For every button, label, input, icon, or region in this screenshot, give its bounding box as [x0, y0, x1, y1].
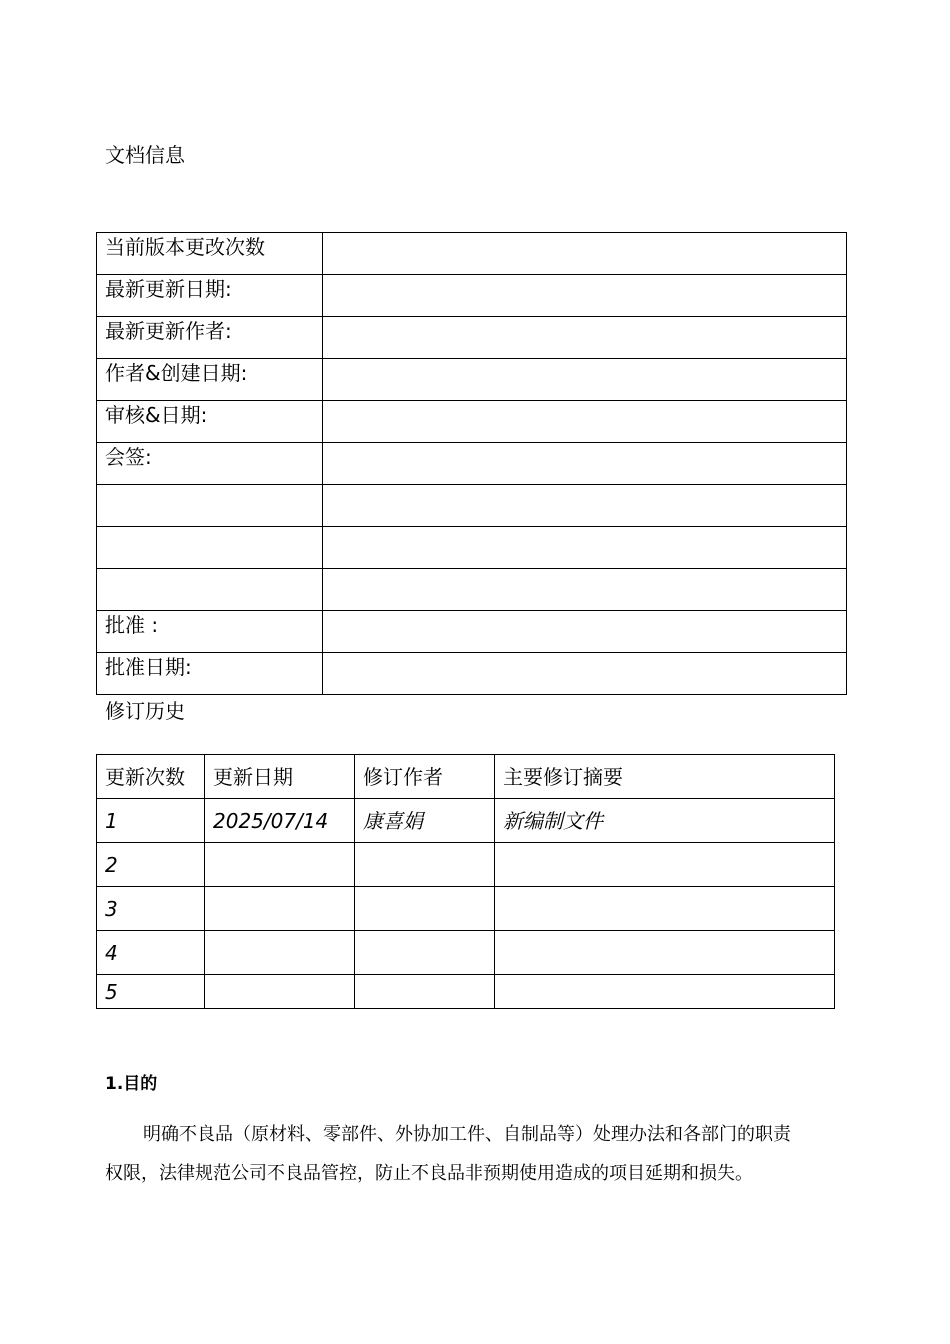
revision-author-cell[interactable]: 康喜娟 — [355, 799, 495, 843]
revision-history-table — [96, 754, 835, 1009]
doc-info-heading: 文档信息 — [105, 143, 185, 167]
doc-info-value[interactable] — [323, 401, 847, 443]
table-row — [97, 931, 835, 975]
revision-date-cell[interactable] — [205, 975, 355, 1009]
doc-info-row — [97, 485, 847, 527]
revision-author-cell[interactable] — [355, 931, 495, 975]
revision-number-cell: 4 — [97, 931, 205, 975]
doc-info-value[interactable] — [323, 233, 847, 275]
revision-date-cell[interactable]: 2025/07/14 — [205, 799, 355, 843]
doc-info-label — [97, 569, 323, 611]
doc-info-label: 会签: — [97, 443, 323, 485]
table-row — [97, 975, 835, 1009]
doc-info-label: 当前版本更改次数 — [97, 233, 323, 275]
doc-info-value[interactable] — [323, 653, 847, 695]
doc-info-row — [97, 401, 847, 443]
column-header: 更新次数 — [97, 755, 205, 799]
column-header: 主要修订摘要 — [495, 755, 835, 799]
doc-info-label — [97, 527, 323, 569]
doc-info-row — [97, 443, 847, 485]
doc-info-value[interactable] — [323, 611, 847, 653]
purpose-heading: 1.目的 — [105, 1074, 158, 1094]
doc-info-value[interactable] — [323, 485, 847, 527]
doc-info-label: 批准日期: — [97, 653, 323, 695]
revision-history-heading: 修订历史 — [105, 699, 185, 723]
table-header-row — [97, 755, 835, 799]
table-row — [97, 887, 835, 931]
revision-author-cell[interactable] — [355, 975, 495, 1009]
revision-number-cell: 1 — [97, 799, 205, 843]
column-header: 更新日期 — [205, 755, 355, 799]
revision-number-cell: 2 — [97, 843, 205, 887]
revision-summary-cell[interactable]: 新编制文件 — [495, 799, 835, 843]
revision-date-cell[interactable] — [205, 931, 355, 975]
revision-author-cell[interactable] — [355, 843, 495, 887]
table-row — [97, 799, 835, 843]
doc-info-label: 审核&日期: — [97, 401, 323, 443]
doc-info-label: 批准 : — [97, 611, 323, 653]
doc-info-label: 最新更新作者: — [97, 317, 323, 359]
doc-info-row — [97, 275, 847, 317]
doc-info-value[interactable] — [323, 275, 847, 317]
revision-summary-cell[interactable] — [495, 975, 835, 1009]
doc-info-label — [97, 485, 323, 527]
doc-info-value[interactable] — [323, 569, 847, 611]
revision-author-cell[interactable] — [355, 887, 495, 931]
revision-date-cell[interactable] — [205, 843, 355, 887]
doc-info-row — [97, 611, 847, 653]
revision-number-cell: 5 — [97, 975, 205, 1009]
doc-info-value[interactable] — [323, 317, 847, 359]
doc-info-value[interactable] — [323, 443, 847, 485]
doc-info-row — [97, 317, 847, 359]
doc-info-row — [97, 569, 847, 611]
doc-info-row — [97, 527, 847, 569]
purpose-paragraph-line: 明确不良品（原材料、零部件、外协加工件、自制品等）处理办法和各部门的职责 — [143, 1124, 791, 1145]
doc-info-label: 作者&创建日期: — [97, 359, 323, 401]
column-header: 修订作者 — [355, 755, 495, 799]
revision-summary-cell[interactable] — [495, 887, 835, 931]
table-row — [97, 843, 835, 887]
revision-summary-cell[interactable] — [495, 931, 835, 975]
purpose-paragraph-line: 权限，法律规范公司不良品管控，防止不良品非预期使用造成的项目延期和损失。 — [105, 1163, 753, 1184]
revision-number-cell: 3 — [97, 887, 205, 931]
revision-summary-cell[interactable] — [495, 843, 835, 887]
doc-info-row — [97, 233, 847, 275]
doc-info-row — [97, 359, 847, 401]
doc-info-value[interactable] — [323, 527, 847, 569]
revision-date-cell[interactable] — [205, 887, 355, 931]
doc-info-label: 最新更新日期: — [97, 275, 323, 317]
doc-info-value[interactable] — [323, 359, 847, 401]
doc-info-table — [96, 232, 847, 695]
doc-info-row — [97, 653, 847, 695]
